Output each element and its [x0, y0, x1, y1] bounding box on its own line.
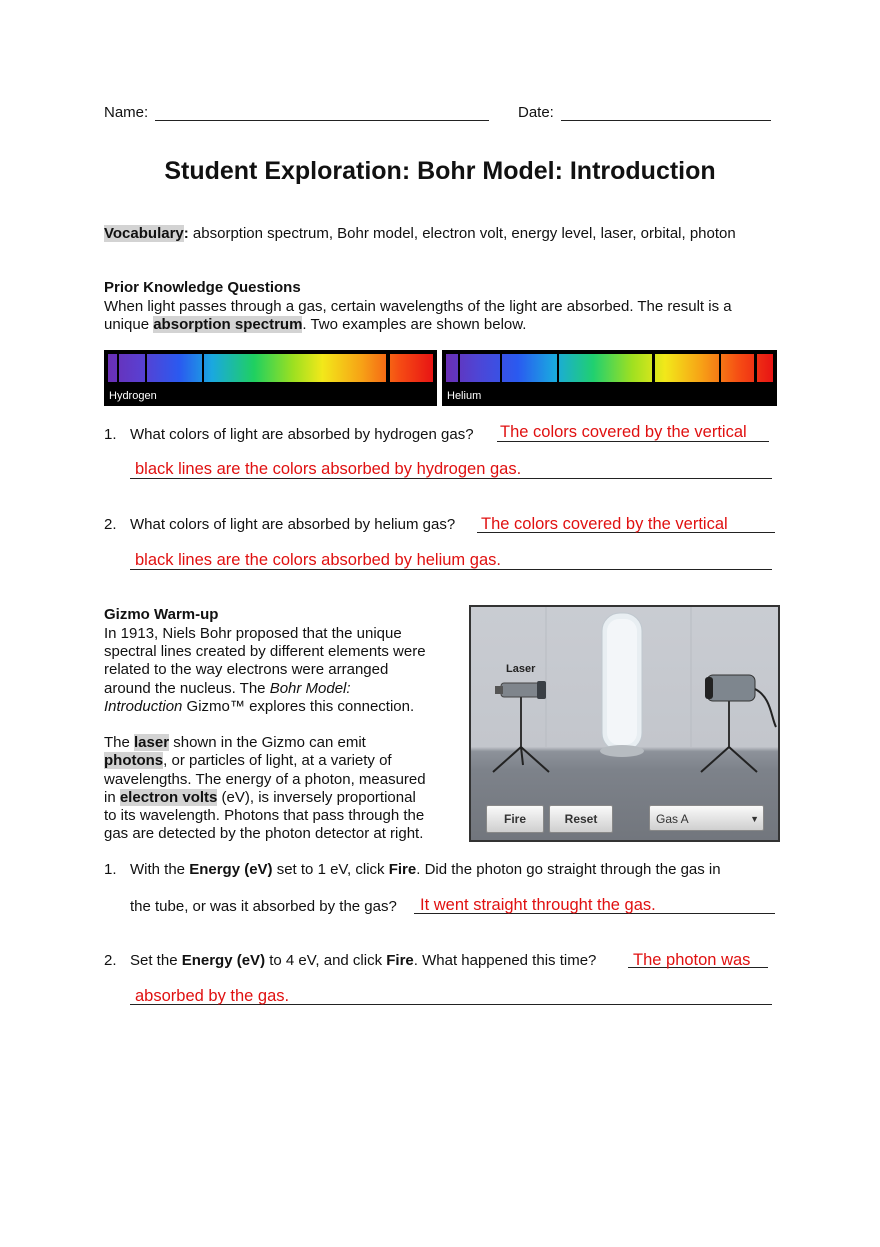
answer-text: absorbed by the gas. — [135, 987, 290, 1005]
warmup-text: spectral lines created by different elements were — [104, 643, 426, 660]
vocabulary-label: Vocabulary — [104, 225, 184, 242]
hydrogen-band — [108, 354, 433, 382]
question-text: With the Energy (eV) set to 1 eV, click Fire. Did the photon go straight through the gas in — [130, 861, 721, 878]
question-number: 1. — [104, 426, 117, 443]
answer-text: It went straight throught the gas. — [420, 896, 656, 914]
chevron-down-icon: ▼ — [750, 814, 759, 824]
laser-term: laser — [134, 734, 170, 751]
name-label: Name: — [104, 104, 149, 121]
absorption-line — [458, 354, 460, 382]
date-field[interactable] — [561, 120, 771, 121]
warmup-text: Introduction Gizmo™ explores this connection. — [104, 698, 415, 715]
absorption-line — [145, 354, 147, 382]
absorption-line — [117, 354, 119, 382]
helium-spectrum — [442, 350, 777, 406]
page-title: Student Exploration: Bohr Model: Introduction — [164, 157, 716, 185]
warmup-text: related to the way electrons were arranged — [104, 661, 389, 678]
hydrogen-spectrum — [104, 350, 437, 406]
reset-button[interactable]: Reset — [549, 805, 613, 833]
vocabulary-terms: absorption spectrum, Bohr model, electron volt, energy level, laser, orbital, photon — [188, 225, 736, 242]
prior-knowledge-line1: When light passes through a gas, certain wavelengths of the light are absorbed. The result is a — [104, 298, 732, 315]
answer-text: The photon was — [633, 951, 751, 969]
absorption-line — [719, 354, 721, 382]
vocabulary: Vocabulary: absorption spectrum, Bohr model, electron volt, energy level, laser, orbital, photon — [104, 225, 736, 242]
question-text: What colors of light are absorbed by hydrogen gas? — [130, 426, 474, 443]
photons-term: photons — [104, 752, 164, 769]
absorption-spectrum-term: absorption spectrum — [153, 316, 303, 333]
prior-knowledge-heading: Prior Knowledge Questions — [104, 279, 301, 296]
prior-knowledge-line2: unique absorption spectrum. Two examples are shown below. — [104, 316, 527, 333]
laser-icon — [493, 681, 549, 772]
question-number: 2. — [104, 952, 117, 969]
helium-label: Helium — [447, 390, 482, 402]
helium-band — [446, 354, 773, 382]
photon-detector-icon — [701, 675, 776, 772]
absorption-line — [202, 354, 204, 382]
absorption-line — [500, 354, 502, 382]
name-field[interactable] — [155, 120, 489, 121]
absorption-line — [386, 354, 390, 382]
warmup-text: photons, or particles of light, at a variety of — [104, 752, 392, 769]
gizmo-screenshot — [469, 605, 780, 842]
warmup-text: in electron volts (eV), is inversely proportional — [104, 789, 416, 806]
question-text: the tube, or was it absorbed by the gas? — [130, 898, 397, 915]
absorption-line — [557, 354, 559, 382]
warmup-text: In 1913, Niels Bohr proposed that the unique — [104, 625, 402, 642]
question-number: 1. — [104, 861, 117, 878]
absorption-line — [754, 354, 757, 382]
gas-tube — [600, 613, 644, 757]
date-label: Date: — [518, 104, 554, 121]
warmup-text: gas are detected by the photon detector at right. — [104, 825, 424, 842]
answer-text: black lines are the colors absorbed by helium gas. — [135, 551, 501, 569]
absorption-line — [652, 354, 655, 382]
warmup-text: to its wavelength. Photons that pass through the — [104, 807, 425, 824]
warmup-text: The laser shown in the Gizmo can emit — [104, 734, 366, 751]
warmup-text: wavelengths. The energy of a photon, measured — [104, 771, 426, 788]
answer-text: black lines are the colors absorbed by hydrogen gas. — [135, 460, 522, 478]
question-number: 2. — [104, 516, 117, 533]
answer-text: The colors covered by the vertical — [481, 515, 728, 533]
gas-select[interactable]: Gas A ▼ — [649, 805, 764, 831]
warmup-text: around the nucleus. The Bohr Model: — [104, 680, 351, 697]
laser-label: Laser — [506, 663, 536, 675]
answer-text: The colors covered by the vertical — [500, 423, 747, 441]
warmup-heading: Gizmo Warm-up — [104, 606, 219, 623]
question-text: Set the Energy (eV) to 4 eV, and click Fire. What happened this time? — [130, 952, 597, 969]
question-text: What colors of light are absorbed by helium gas? — [130, 516, 456, 533]
electron-volts-term: electron volts — [119, 789, 218, 806]
fire-button[interactable]: Fire — [486, 805, 544, 833]
hydrogen-label: Hydrogen — [109, 390, 157, 402]
